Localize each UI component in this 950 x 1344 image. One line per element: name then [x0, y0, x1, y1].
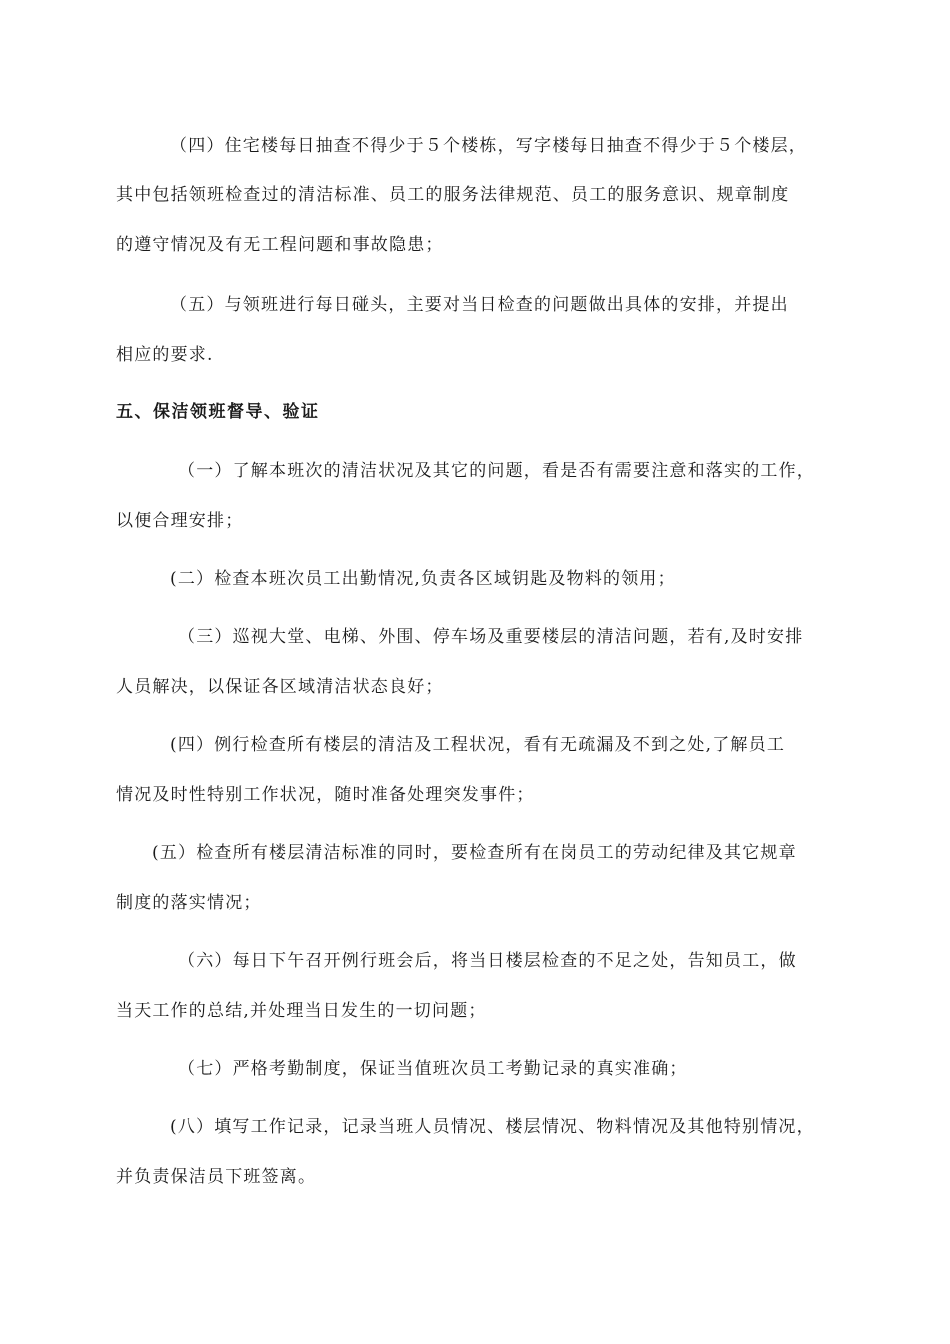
paragraph-line: 相应的要求. — [116, 345, 214, 365]
paragraph-line: （四）住宅楼每日抽查不得少于５个楼栋，写字楼每日抽查不得少于５个楼层， — [170, 136, 807, 156]
paragraph-line: 以便合理安排； — [116, 511, 244, 531]
paragraph-line: 其中包括领班检查过的清洁标准、员工的服务法律规范、员工的服务意识、规章制度 — [116, 185, 790, 205]
paragraph-line: (八）填写工作记录，记录当班人员情况、楼层情况、物料情况及其他特别情况， — [170, 1117, 815, 1137]
paragraph-line: 人员解决，以保证各区域清洁状态良好； — [116, 677, 444, 697]
paragraph-line: （一）了解本班次的清洁状况及其它的问题，看是否有需要注意和落实的工作， — [178, 461, 815, 481]
paragraph-line: （六）每日下午召开例行班会后，将当日楼层检查的不足之处，告知员工，做 — [178, 951, 797, 971]
paragraph-line: (四）例行检查所有楼层的清洁及工程状况，看有无疏漏及不到之处,了解员工 — [170, 735, 786, 755]
paragraph-line: 并负责保洁员下班签离。 — [116, 1167, 317, 1187]
paragraph-line: 制度的落实情况； — [116, 893, 262, 913]
paragraph-line: (二）检查本班次员工出勤情况,负责各区域钥匙及物料的领用； — [170, 569, 676, 589]
paragraph-line: 的遵守情况及有无工程问题和事故隐患； — [116, 235, 444, 255]
paragraph-line: 情况及时性特别工作状况，随时准备处理突发事件； — [116, 785, 535, 805]
paragraph-line: （七）严格考勤制度，保证当值班次员工考勤记录的真实准确； — [178, 1059, 688, 1079]
paragraph-line: 当天工作的总结,并处理当日发生的一切问题； — [116, 1001, 487, 1021]
paragraph-line: （三）巡视大堂、电梯、外围、停车场及重要楼层的清洁问题，若有,及时安排 — [178, 627, 804, 647]
paragraph-line: (五）检查所有楼层清洁标准的同时，要检查所有在岗员工的劳动纪律及其它规章 — [152, 843, 797, 863]
paragraph-line: （五）与领班进行每日碰头，主要对当日检查的问题做出具体的安排，并提出 — [170, 295, 789, 315]
section-heading: 五、保洁领班督导、验证 — [116, 402, 320, 422]
